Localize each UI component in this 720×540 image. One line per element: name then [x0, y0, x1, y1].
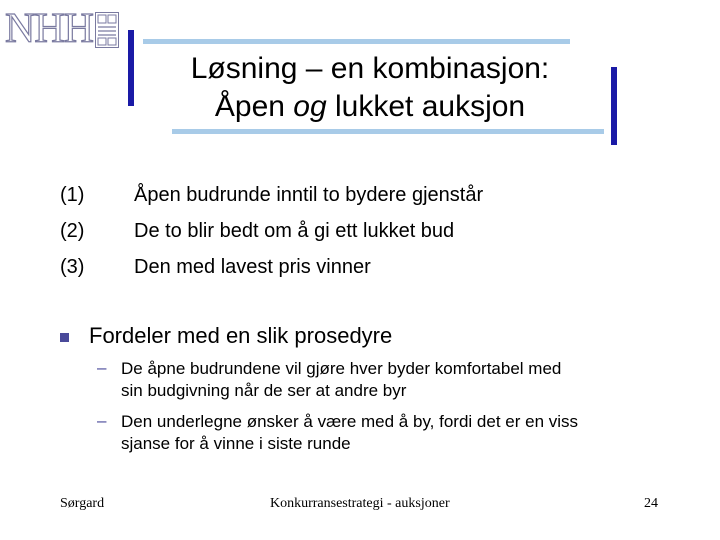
step-text: De to blir bedt om å gi ett lukket bud — [134, 220, 455, 242]
dash-bullet: – — [97, 411, 107, 430]
logo-emblem-icon — [95, 12, 119, 48]
page-number: 24 — [644, 496, 658, 511]
square-bullet-icon — [60, 333, 69, 342]
step-number: (2) — [60, 220, 85, 242]
title-line-2 — [140, 88, 600, 126]
title-accent-bar-right — [611, 67, 617, 145]
nhh-logo — [5, 8, 121, 50]
slide-title — [140, 50, 600, 126]
footer-title: Konkurransestrategi - auksjoner — [270, 496, 450, 511]
step-number: (3) — [60, 256, 85, 278]
title-accent-line-bottom — [172, 129, 604, 134]
sub-bullet-line: sin budgivning når de ser at andre byr — [121, 381, 407, 400]
sub-bullet-line: sjanse for å vinne i siste runde — [121, 434, 351, 453]
sub-bullet-text — [121, 358, 681, 402]
title-line-2-emphasis: og — [293, 90, 327, 123]
bullet-text: Fordeler med en slik prosedyre — [89, 323, 393, 348]
title-line-1: Løsning – en kombinasjon: — [190, 52, 550, 85]
title-accent-line-top — [143, 39, 570, 44]
dash-bullet: – — [97, 358, 107, 377]
title-accent-bar-left — [128, 30, 134, 106]
sub-bullet-line: De åpne budrundene vil gjøre hver byder komfortabel med — [121, 359, 562, 378]
sub-bullet-line: Den underlegne ønsker å være med å by, fordi det er en viss — [121, 412, 579, 431]
logo-text: NHH — [5, 6, 93, 52]
step-text: Den med lavest pris vinner — [134, 256, 371, 278]
step-text: Åpen budrunde inntil to bydere gjenstår — [134, 184, 484, 206]
title-line-2-b: lukket auksjon — [326, 90, 526, 123]
footer-author: Sørgard — [60, 496, 105, 511]
title-line-2-a: Åpen — [214, 90, 294, 123]
sub-bullet-text — [121, 411, 681, 455]
step-number: (1) — [60, 184, 85, 206]
